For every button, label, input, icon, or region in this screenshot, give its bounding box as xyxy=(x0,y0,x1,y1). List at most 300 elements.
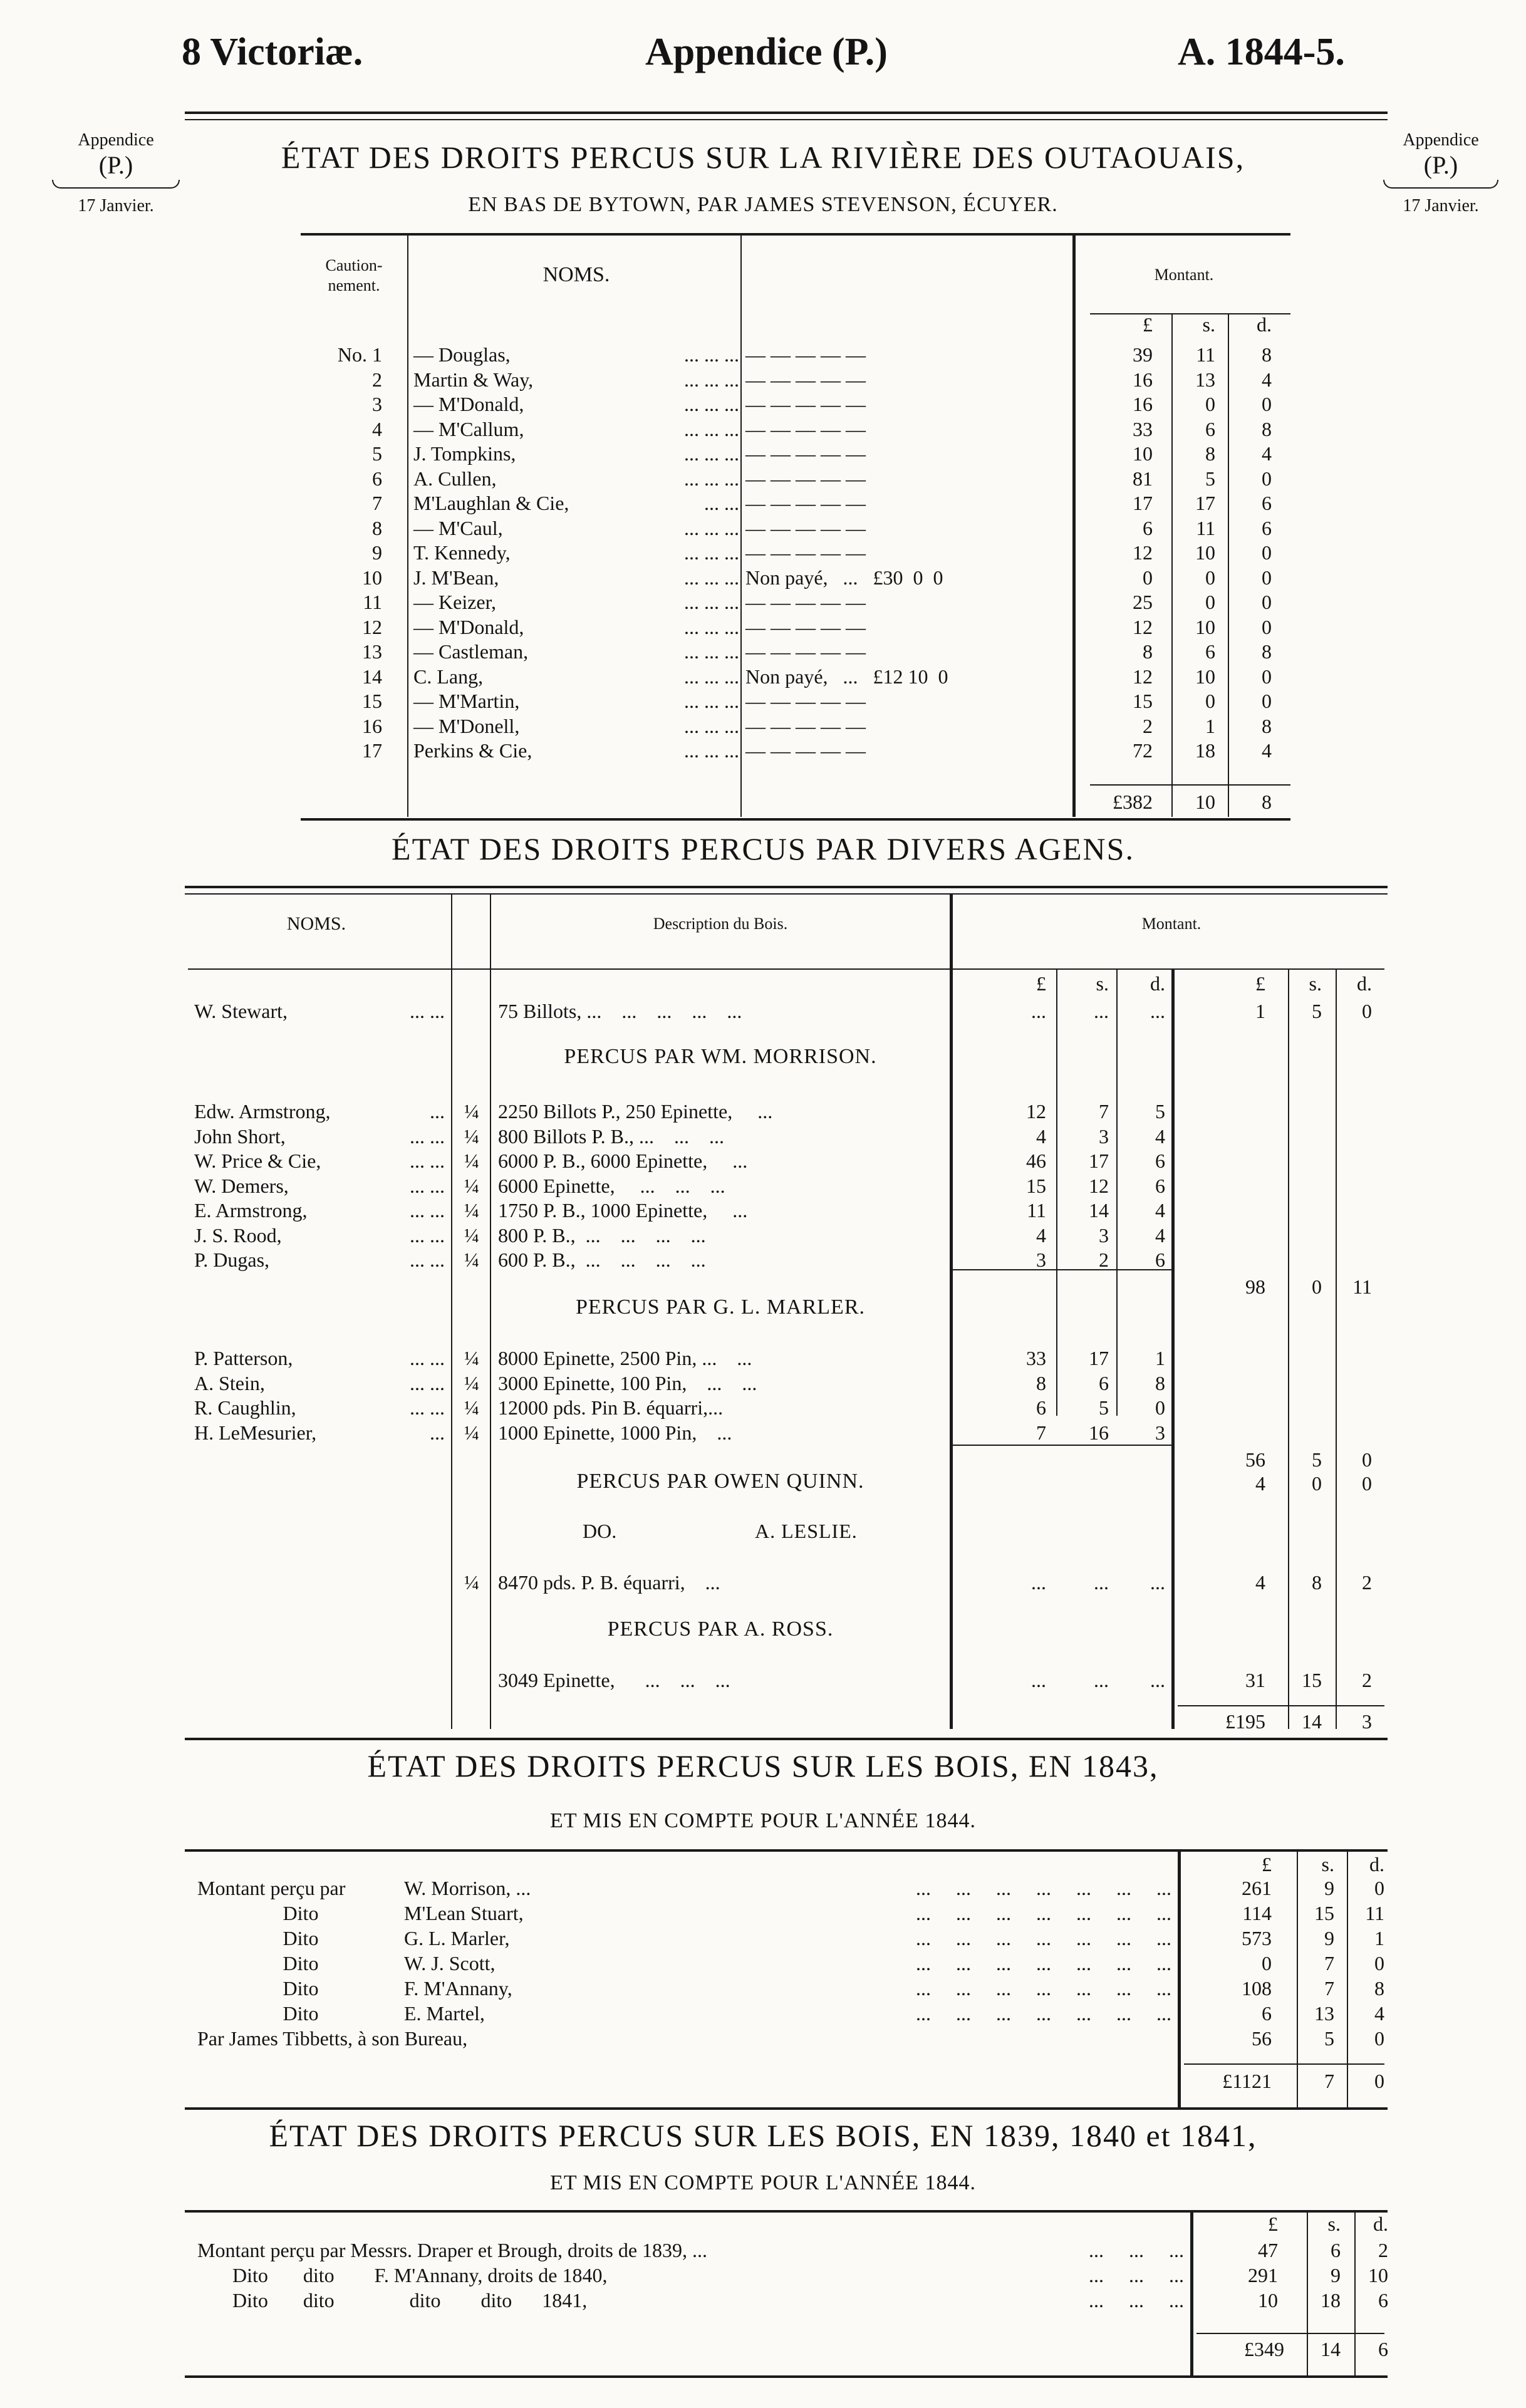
s2-sub-l: ... xyxy=(1031,1000,1046,1022)
s1-col-montant: Montant. xyxy=(1154,266,1214,284)
section3-title: ÉTAT DES DROITS PERCUS SUR LES BOIS, EN 1843, xyxy=(367,1748,1159,1783)
s2-sub-d: 4 xyxy=(1155,1223,1165,1247)
s1-row-note: — — — — — xyxy=(745,467,866,490)
s1-row-l: 12 xyxy=(1133,541,1153,564)
s3-row-name: W. J. Scott, xyxy=(404,1952,496,1975)
s1-row-l: 17 xyxy=(1133,492,1153,514)
s1-row-name: T. Kennedy, xyxy=(413,541,511,564)
s1-row-dots: ... ... ... xyxy=(684,739,739,762)
s2-vline xyxy=(490,895,491,1729)
s2-vline xyxy=(1116,970,1118,1416)
s1-row-no: 8 xyxy=(372,516,382,539)
s2-amt-d: 2 xyxy=(1362,1571,1372,1594)
s2-desc: 8470 pds. P. B. équarri, ... xyxy=(498,1571,720,1594)
s2-col-montant: Montant. xyxy=(1141,915,1202,933)
s1-row-s: 0 xyxy=(1205,566,1215,589)
s2-name-dots: ... xyxy=(430,1100,445,1123)
s2-heading-leslie-do: DO. xyxy=(583,1520,617,1542)
s4-row-dots: ... ... ... xyxy=(1089,2289,1184,2312)
s2-sub-s: 3 xyxy=(1099,1124,1109,1148)
s3-row-s: 15 xyxy=(1314,1902,1334,1924)
s1-row-note: Non payé, ... £12 10 0 xyxy=(745,665,948,688)
s3-row-d: 0 xyxy=(1374,2027,1384,2050)
s3-row-name: M'Lean Stuart, xyxy=(404,1902,524,1924)
s3-row-label: Par James Tibbetts, à son Bureau, xyxy=(197,2027,468,2050)
s2-desc: 6000 Epinette, ... ... ... xyxy=(498,1174,725,1197)
s2-heading-ross: PERCUS PAR A. ROSS. xyxy=(607,1617,834,1641)
s1-row-d: 6 xyxy=(1262,492,1272,514)
sidenote-brace xyxy=(1383,180,1498,189)
s1-row-d: 4 xyxy=(1262,739,1272,762)
s1-row-s: 10 xyxy=(1195,541,1215,564)
s2-sub-d: 6 xyxy=(1155,1248,1165,1271)
s2-amt-l: 98 xyxy=(1245,1275,1265,1298)
s3-row-dots: ... ... ... ... ... ... ... xyxy=(916,1902,1171,1924)
s2-name: H. LeMesurier, xyxy=(194,1421,317,1444)
s2-sub-l: 33 xyxy=(1026,1347,1046,1369)
s2-name: E. Armstrong, xyxy=(194,1199,308,1222)
s1-row-no: 6 xyxy=(372,467,382,490)
s2-desc: 1750 P. B., 1000 Epinette, ... xyxy=(498,1199,748,1222)
s2-desc: 3000 Epinette, 100 Pin, ... ... xyxy=(498,1371,757,1394)
s2-frac: ¼ xyxy=(464,1571,479,1594)
s1-row-no: 2 xyxy=(372,368,382,391)
s1-row-dots: ... ... ... xyxy=(684,640,739,663)
s2-frac: ¼ xyxy=(464,1100,479,1123)
s2-sub-d: 6 xyxy=(1155,1150,1165,1172)
s1-vline xyxy=(407,234,408,817)
s1-row-l: 6 xyxy=(1143,516,1153,539)
s4-total-rule xyxy=(1196,2333,1384,2334)
s2-header-rule xyxy=(188,968,1384,970)
s1-row-name: A. Cullen, xyxy=(413,467,497,490)
s3-cur-s: s. xyxy=(1321,1853,1334,1876)
s1-row-l: 33 xyxy=(1133,417,1153,440)
s1-vline xyxy=(1171,313,1173,817)
s4-total-s: 14 xyxy=(1321,2338,1341,2360)
s2-sub-d: ... xyxy=(1150,1571,1165,1594)
s2-amt-d: 0 xyxy=(1362,1000,1372,1022)
s3-row-d: 1 xyxy=(1374,1927,1384,1949)
s1-row-d: 0 xyxy=(1262,467,1272,490)
s3-row-dots: ... ... ... ... ... ... ... xyxy=(916,1927,1171,1949)
header-center: Appendice (P.) xyxy=(645,31,888,73)
s3-row-s: 5 xyxy=(1324,2027,1334,2050)
s3-row-d: 8 xyxy=(1374,1977,1384,2000)
s1-row-note: — — — — — xyxy=(745,591,866,613)
s1-row-l: 16 xyxy=(1133,368,1153,391)
s2-sub-d: 1 xyxy=(1155,1347,1165,1369)
s2-sub-l: ... xyxy=(1031,1571,1046,1594)
s1-row-no: 15 xyxy=(362,690,382,712)
s3-row-s: 9 xyxy=(1324,1877,1334,1899)
s3-cur-d: d. xyxy=(1369,1853,1384,1876)
s2-name-dots: ... ... xyxy=(410,1248,445,1271)
s2-sub-l: 12 xyxy=(1026,1100,1046,1123)
s1-row-d: 0 xyxy=(1262,566,1272,589)
s1-row-no: No. 1 xyxy=(337,343,382,366)
s3-row-label: Dito xyxy=(283,1902,319,1924)
s1-row-d: 4 xyxy=(1262,368,1272,391)
s1-row-l: 10 xyxy=(1133,442,1153,465)
s2-sub-d: 5 xyxy=(1155,1100,1165,1123)
s1-row-no: 14 xyxy=(362,665,382,688)
s1-cur-l: £ xyxy=(1143,313,1153,336)
s1-row-no: 11 xyxy=(363,591,382,613)
s4-cur-l: £ xyxy=(1268,2213,1278,2235)
s2-sub-s: 5 xyxy=(1099,1396,1109,1419)
s3-row-l: 0 xyxy=(1262,1952,1272,1975)
s2-amt-s: 15 xyxy=(1302,1669,1322,1691)
s1-row-s: 10 xyxy=(1195,665,1215,688)
s3-total-d: 0 xyxy=(1374,2070,1384,2092)
s3-row-label: Montant perçu par xyxy=(197,1877,346,1899)
s3-row-label: Dito xyxy=(283,1952,319,1975)
s3-row-l: 573 xyxy=(1242,1927,1272,1949)
s1-row-dots: ... ... ... xyxy=(684,591,739,613)
s1-row-d: 6 xyxy=(1262,516,1272,539)
s1-row-s: 18 xyxy=(1195,739,1215,762)
section4-title: ÉTAT DES DROITS PERCUS SUR LES BOIS, EN 1839, 1840 et 1841, xyxy=(269,2118,1257,2153)
s2-amt-s: 5 xyxy=(1312,1448,1322,1471)
s4-bottom-rule xyxy=(185,2375,1388,2378)
s1-row-l: 12 xyxy=(1133,615,1153,638)
s4-total-l: £349 xyxy=(1244,2338,1284,2360)
s2-vline xyxy=(1171,970,1175,1729)
s1-row-note: — — — — — xyxy=(745,442,866,465)
s1-row-no: 5 xyxy=(372,442,382,465)
s2-subtotal-rule xyxy=(952,1445,1171,1446)
section1-title: ÉTAT DES DROITS PERCUS SUR LA RIVIÈRE DES OUTAOUAIS, xyxy=(281,140,1245,175)
s1-row-s: 0 xyxy=(1205,591,1215,613)
s3-cur-l: £ xyxy=(1262,1853,1272,1876)
s2-desc: 8000 Epinette, 2500 Pin, ... ... xyxy=(498,1347,752,1369)
s1-row-l: 8 xyxy=(1143,640,1153,663)
s2-heading-leslie: A. LESLIE. xyxy=(755,1520,858,1542)
s4-cur-s: s. xyxy=(1327,2213,1341,2235)
s1-row-s: 6 xyxy=(1205,417,1215,440)
sidenote-letter: (P.) xyxy=(98,151,133,179)
s4-total-d: 6 xyxy=(1378,2338,1388,2360)
s1-row-dots: ... ... ... xyxy=(684,442,739,465)
s1-row-no: 13 xyxy=(362,640,382,663)
s2-sub-l: 3 xyxy=(1036,1248,1046,1271)
s2-amt-s: 0 xyxy=(1312,1472,1322,1495)
s2-desc: 600 P. B., ... ... ... ... xyxy=(498,1248,706,1271)
s1-row-no: 9 xyxy=(372,541,382,564)
s1-row-l: 12 xyxy=(1133,665,1153,688)
s2-col-noms: NOMS. xyxy=(286,913,346,934)
s2-sub-s: 14 xyxy=(1089,1199,1109,1222)
s1-col-noms: NOMS. xyxy=(542,263,610,286)
s2-name: W. Price & Cie, xyxy=(194,1150,321,1172)
s2-sub-d: 0 xyxy=(1155,1396,1165,1419)
s2-sub-s: 17 xyxy=(1089,1150,1109,1172)
s2-sub-l: ... xyxy=(1031,1669,1046,1691)
s2-desc: 75 Billots, ... ... ... ... ... xyxy=(498,1000,742,1022)
s2-sub-s: 3 xyxy=(1099,1223,1109,1247)
s1-row-note: — — — — — xyxy=(745,739,866,762)
s3-row-label: Dito xyxy=(283,2002,319,2025)
s4-cur-d: d. xyxy=(1373,2213,1388,2235)
s1-row-d: 0 xyxy=(1262,591,1272,613)
s1-row-note: — — — — — xyxy=(745,516,866,539)
s2-sub-d: 4 xyxy=(1155,1199,1165,1222)
s2-name-dots: ... ... xyxy=(410,1000,445,1022)
s2-desc: 800 P. B., ... ... ... ... xyxy=(498,1223,706,1247)
s2-sub-s: ... xyxy=(1094,1571,1109,1594)
s1-row-note: — — — — — xyxy=(745,541,866,564)
s3-row-l: 261 xyxy=(1242,1877,1272,1899)
s1-row-dots: ... ... ... xyxy=(684,566,739,589)
s3-total-s: 7 xyxy=(1324,2070,1334,2092)
s2-desc: 800 Billots P. B., ... ... ... xyxy=(498,1124,724,1148)
s3-row-s: 9 xyxy=(1324,1927,1334,1949)
s2-name-dots: ... ... xyxy=(410,1124,445,1148)
s2-bottom-rule xyxy=(185,1738,1388,1740)
s1-row-dots: ... ... ... xyxy=(684,615,739,638)
s2-name-dots: ... ... xyxy=(410,1347,445,1369)
s3-row-dots: ... ... ... ... ... ... ... xyxy=(916,1977,1171,2000)
s2-frac: ¼ xyxy=(464,1199,479,1222)
s4-vline xyxy=(1307,2211,1308,2375)
s2-name: W. Stewart, xyxy=(194,1000,288,1022)
s2-cur: s. xyxy=(1309,972,1322,995)
s2-sub-s: ... xyxy=(1094,1669,1109,1691)
s1-row-s: 11 xyxy=(1196,516,1215,539)
s3-top-rule xyxy=(185,1849,1388,1852)
s2-amt-l: 56 xyxy=(1245,1448,1265,1471)
s2-amt-d: 0 xyxy=(1362,1448,1372,1471)
s2-sub-s: 7 xyxy=(1099,1100,1109,1123)
s3-vline xyxy=(1347,1850,1348,2107)
s2-heading-quinn: PERCUS PAR OWEN QUINN. xyxy=(576,1470,864,1493)
s1-row-name: J. M'Bean, xyxy=(413,566,499,589)
section1-subtitle: EN BAS DE BYTOWN, PAR JAMES STEVENSON, ÉCUYER. xyxy=(468,193,1058,216)
s1-total-rule xyxy=(1090,784,1290,786)
s1-row-d: 0 xyxy=(1262,541,1272,564)
s4-row-text: Montant perçu par Messrs. Draper et Brough, droits de 1839, ... xyxy=(197,2239,708,2261)
sidenote-date: 17 Janvier. xyxy=(78,196,154,215)
s2-top-rule xyxy=(185,886,1388,888)
s2-frac: ¼ xyxy=(464,1371,479,1394)
s1-row-no: 4 xyxy=(372,417,382,440)
s2-vline xyxy=(1336,970,1337,1729)
s1-row-dots: ... ... ... xyxy=(684,467,739,490)
s2-amt-l: 4 xyxy=(1255,1472,1265,1495)
s1-row-d: 0 xyxy=(1262,665,1272,688)
s2-name: A. Stein, xyxy=(194,1371,265,1394)
s1-row-note: — — — — — xyxy=(745,368,866,391)
s4-row-l: 10 xyxy=(1258,2289,1278,2312)
s2-name: W. Demers, xyxy=(194,1174,289,1197)
s2-vline xyxy=(950,895,953,1729)
s2-amt-d: 2 xyxy=(1362,1669,1372,1691)
s2-sub-d: ... xyxy=(1150,1669,1165,1691)
s2-amt-s: 5 xyxy=(1312,1000,1322,1022)
s3-row-s: 7 xyxy=(1324,1952,1334,1975)
s2-sub-l: 15 xyxy=(1026,1174,1046,1197)
s2-cur: d. xyxy=(1150,972,1165,995)
s2-vline xyxy=(451,895,452,1729)
header-rule-2 xyxy=(185,119,1388,120)
sidenote-date: 17 Janvier. xyxy=(1403,196,1479,215)
s1-total-l: £382 xyxy=(1113,791,1153,813)
s1-vline xyxy=(1228,313,1229,817)
s2-sub-d: 4 xyxy=(1155,1124,1165,1148)
s1-row-name: — M'Donell, xyxy=(413,714,520,737)
sidenote-letter: (P.) xyxy=(1423,151,1458,179)
s1-row-name: J. Tompkins, xyxy=(413,442,516,465)
s2-total-l: £195 xyxy=(1225,1710,1265,1733)
s1-row-l: 2 xyxy=(1143,714,1153,737)
s3-row-d: 0 xyxy=(1374,1877,1384,1899)
s1-row-dots: ... ... ... xyxy=(684,393,739,415)
s2-total-d: 3 xyxy=(1362,1710,1372,1733)
s1-row-s: 0 xyxy=(1205,690,1215,712)
s1-row-dots: ... ... ... xyxy=(684,665,739,688)
s3-row-label: Dito xyxy=(283,1977,319,2000)
sidenote-brace xyxy=(52,180,180,189)
s4-row-d: 10 xyxy=(1368,2264,1388,2286)
s2-cur: £ xyxy=(1255,972,1265,995)
s1-row-d: 8 xyxy=(1262,417,1272,440)
s3-row-dots: ... ... ... ... ... ... ... xyxy=(916,2002,1171,2025)
s2-col-desc: Description du Bois. xyxy=(653,915,788,933)
s2-sub-s: 12 xyxy=(1089,1174,1109,1197)
s3-row-dots: ... ... ... ... ... ... ... xyxy=(916,1877,1171,1899)
s4-row-d: 6 xyxy=(1378,2289,1388,2312)
s4-row-text: Dito dito dito dito 1841, xyxy=(197,2289,588,2312)
s1-row-dots: ... ... ... xyxy=(684,516,739,539)
s2-name: R. Caughlin, xyxy=(194,1396,296,1419)
s1-top-rule xyxy=(301,233,1290,236)
s1-row-note: — — — — — xyxy=(745,714,866,737)
s2-name-dots: ... ... xyxy=(410,1150,445,1172)
s2-name-dots: ... ... xyxy=(410,1199,445,1222)
section3-subtitle: ET MIS EN COMPTE POUR L'ANNÉE 1844. xyxy=(550,1809,976,1832)
s2-sub-s: 16 xyxy=(1089,1421,1109,1444)
s1-row-s: 17 xyxy=(1195,492,1215,514)
s1-row-name: — M'Caul, xyxy=(413,516,503,539)
s3-total-rule xyxy=(1184,2063,1384,2065)
s3-total-l: £1121 xyxy=(1222,2070,1272,2092)
header-rule xyxy=(185,112,1388,114)
s4-row-l: 291 xyxy=(1248,2264,1278,2286)
s3-row-name: E. Martel, xyxy=(404,2002,485,2025)
s2-vline xyxy=(1288,970,1289,1729)
s1-col-caution: Caution-nement. xyxy=(325,256,383,294)
s1-row-name: — M'Martin, xyxy=(413,690,520,712)
s3-bottom-rule xyxy=(185,2107,1388,2110)
s1-row-d: 8 xyxy=(1262,640,1272,663)
s2-amt-d: 0 xyxy=(1362,1472,1372,1495)
s2-frac: ¼ xyxy=(464,1421,479,1444)
header-left: 8 Victoriæ. xyxy=(182,31,363,73)
s3-row-l: 6 xyxy=(1262,2002,1272,2025)
s1-row-name: Martin & Way, xyxy=(413,368,534,391)
s1-row-note: — — — — — xyxy=(745,492,866,514)
s3-vline xyxy=(1178,1850,1181,2107)
s1-row-l: 16 xyxy=(1133,393,1153,415)
s2-top-rule-2 xyxy=(185,893,1388,895)
s2-sub-l: 8 xyxy=(1036,1371,1046,1394)
s2-amt-s: 8 xyxy=(1312,1571,1322,1594)
s2-frac: ¼ xyxy=(464,1150,479,1172)
s3-row-name: G. L. Marler, xyxy=(404,1927,510,1949)
s4-row-d: 2 xyxy=(1378,2239,1388,2261)
s2-cur: £ xyxy=(1036,972,1046,995)
sidenote-label: Appendice xyxy=(1403,130,1479,150)
s1-vline xyxy=(1072,234,1076,817)
s2-sub-d: ... xyxy=(1150,1000,1165,1022)
s1-row-dots: ... ... ... xyxy=(684,690,739,712)
s2-cur: s. xyxy=(1096,972,1109,995)
s1-row-s: 6 xyxy=(1205,640,1215,663)
s1-row-no: 10 xyxy=(362,566,382,589)
s2-sub-s: 6 xyxy=(1099,1371,1109,1394)
s2-name-dots: ... ... xyxy=(410,1396,445,1419)
s1-total-s: 10 xyxy=(1195,791,1215,813)
s3-row-l: 114 xyxy=(1242,1902,1272,1924)
s2-name-dots: ... xyxy=(430,1421,445,1444)
s1-row-name: — M'Donald, xyxy=(413,615,524,638)
s1-row-note: — — — — — xyxy=(745,343,866,366)
s2-name: John Short, xyxy=(194,1124,286,1148)
s4-vline xyxy=(1354,2211,1356,2375)
s2-sub-d: 3 xyxy=(1155,1421,1165,1444)
s1-row-dots: ... ... ... xyxy=(684,417,739,440)
s1-row-s: 11 xyxy=(1196,343,1215,366)
s1-row-name: — Castleman, xyxy=(413,640,529,663)
s3-row-d: 4 xyxy=(1374,2002,1384,2025)
s1-bottom-rule xyxy=(301,818,1290,821)
s4-row-dots: ... ... ... xyxy=(1089,2264,1184,2286)
s2-frac: ¼ xyxy=(464,1248,479,1271)
s1-total-d: 8 xyxy=(1262,791,1272,813)
s1-row-dots: ... ... ... xyxy=(684,541,739,564)
s1-row-note: — — — — — xyxy=(745,615,866,638)
s2-frac: ¼ xyxy=(464,1223,479,1247)
s1-cur-d: d. xyxy=(1257,313,1272,336)
s3-row-dots: ... ... ... ... ... ... ... xyxy=(916,1952,1171,1975)
s2-name: P. Patterson, xyxy=(194,1347,293,1369)
s2-sub-l: 7 xyxy=(1036,1421,1046,1444)
s1-row-name: M'Laughlan & Cie, xyxy=(413,492,569,514)
header-right: A. 1844-5. xyxy=(1178,31,1345,73)
s2-name: J. S. Rood, xyxy=(194,1223,282,1247)
s2-sub-d: 6 xyxy=(1155,1174,1165,1197)
s1-row-dots: ... ... ... xyxy=(684,714,739,737)
s1-cur-s: s. xyxy=(1202,313,1215,336)
s2-cur: d. xyxy=(1357,972,1372,995)
s1-row-s: 8 xyxy=(1205,442,1215,465)
s3-row-name: F. M'Annany, xyxy=(404,1977,512,2000)
s1-row-s: 1 xyxy=(1205,714,1215,737)
s1-row-d: 4 xyxy=(1262,442,1272,465)
s2-heading-morrison: PERCUS PAR WM. MORRISON. xyxy=(564,1045,877,1068)
s3-row-s: 13 xyxy=(1314,2002,1334,2025)
s3-row-l: 56 xyxy=(1252,2027,1272,2050)
s3-row-d: 0 xyxy=(1374,1952,1384,1975)
s1-row-no: 16 xyxy=(362,714,382,737)
s1-row-note: Non payé, ... £30 0 0 xyxy=(745,566,943,589)
s4-row-s: 6 xyxy=(1331,2239,1341,2261)
s1-row-no: 12 xyxy=(362,615,382,638)
s2-amt-l: 31 xyxy=(1245,1669,1265,1691)
s2-sub-l: 4 xyxy=(1036,1124,1046,1148)
s2-desc: 3049 Epinette, ... ... ... xyxy=(498,1669,730,1691)
